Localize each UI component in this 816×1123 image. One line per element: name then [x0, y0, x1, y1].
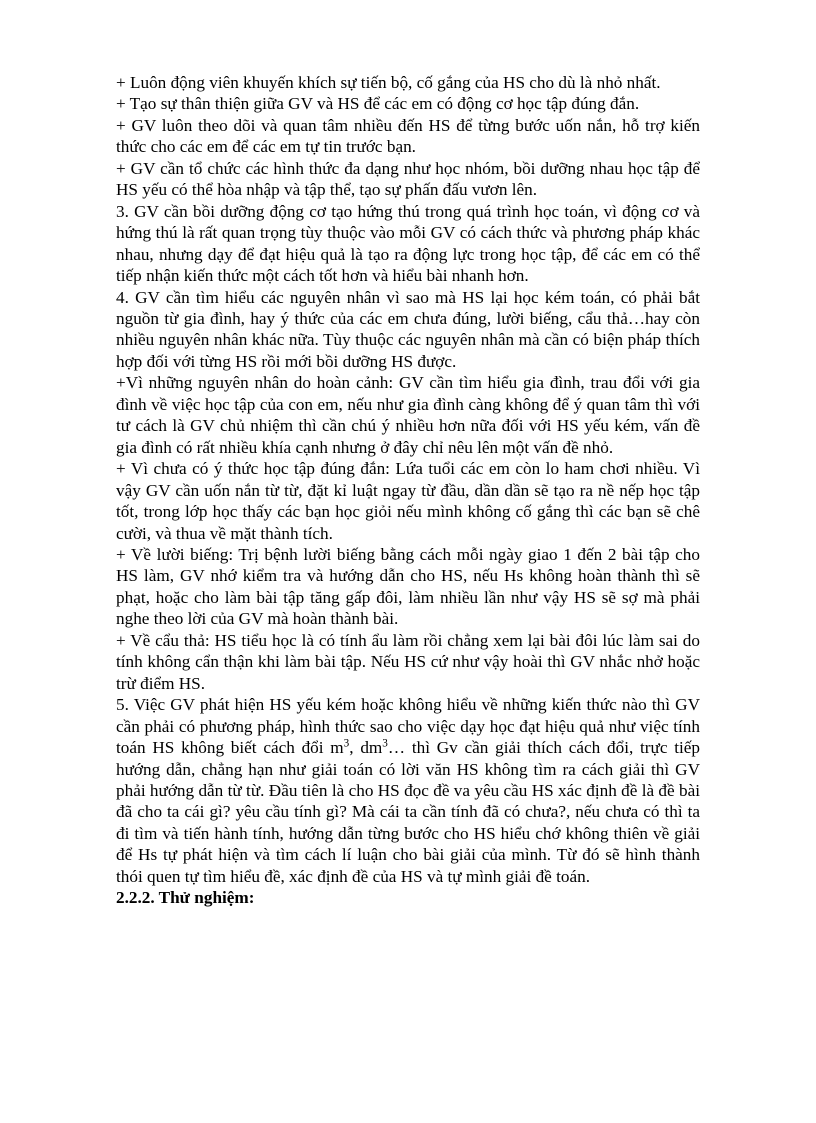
section-heading: 2.2.2. Thử nghiệm: [116, 888, 255, 908]
paragraph-friendly: + Tạo sự thân thiện giữa GV và HS để các em có động cơ học tập đúng đắn. [116, 94, 640, 114]
paragraph-point-3: 3. GV cần bồi dưỡng động cơ tạo hứng thú trong quá trình học toán, vì động cơ và hứng thú là rất quan trọng tùy thuộc vào mỗi GV có cách thức và phương pháp khác nhau, nhưng dạy để đạt hiệu quả là tạo ra động lực trong học tập, để các em có thể tiếp nhận kiến thức một cách tốt hơn và hiểu bài nhanh hơn. [116, 201, 700, 286]
superscript-3: 3 [343, 737, 350, 750]
paragraph-point-5 [116, 694, 700, 887]
paragraph-awareness: + Vì chưa có ý thức học tập đúng đắn: Lứa tuổi các em còn lo ham chơi nhiều. Vì vậy GV cần uốn nắn từ từ, đặt kỉ luật ngay từ đầu, dần dần sẽ tạo ra nề nếp học tập tốt, trong lớp học thấy các bạn học giỏi nếu mình không cố gắng thì các bạn sẽ chê cười, và thua về mặt thành tích. [116, 459, 700, 543]
point-5-text-middle: , dm [349, 738, 383, 758]
point-5-text-after: … thì Gv cần giải thích cách đổi, trực tiếp hướng dẫn, chẳng hạn như giải toán có lời văn HS không tìm ra cách giải thì GV phải hướng dẫn từ từ. Đầu tiên là cho HS đọc đề va yêu cầu HS xác định đề là đề bài đã cho ta cái gì? yêu cầu tính gì? Mà cái ta cần tính đã có chưa?, nếu chưa có thì ta đi tìm và tiến hành tính, hướng dẫn từng bước cho HS hiểu chớ không thiên về giải để Hs tự phát hiện và tìm cách lí luận cho bài giải của mình. Từ đó sẽ hình thành thói quen tự tìm hiểu đề, xác định đề của HS và tự mình giải đề toán. [116, 738, 700, 886]
paragraph-circumstances: +Vì những nguyên nhân do hoàn cảnh: GV cần tìm hiểu gia đình, trau đổi với gia đình về việc học tập của con em, nếu như gia đình càng không để ý quan tâm thì với tư cách là GV chủ nhiệm thì cần chú ý nhiều hơn nữa đối với HS yếu kém, vấn đề gia đình có rất nhiều khía cạnh nhưng ở đây chỉ nêu lên một vấn đề nhỏ. [116, 373, 700, 457]
superscript-3-dm: 3 [382, 737, 388, 750]
document-page [116, 72, 700, 909]
paragraph-group-study: + GV cần tổ chức các hình thức đa dạng như học nhóm, bồi dưỡng nhau học tập để HS yếu có thể hòa nhập và tập thể, tạo sự phấn đấu vươn lên. [116, 158, 700, 200]
paragraph-monitor: + GV luôn theo dõi và quan tâm nhiều đến HS để từng bước uốn nắn, hỗ trợ kiến thức cho các em để các em tự tin trước bạn. [116, 115, 700, 157]
paragraph-encourage: + Luôn động viên khuyến khích sự tiến bộ, cố gắng của HS cho dù là nhỏ nhất. [116, 73, 661, 92]
point-5-text-before: 5. Việc GV phát hiện HS yếu kém hoặc không hiểu về những kiến thức nào thì GV cần phải có phương pháp, hình thức sao cho việc dạy học đạt hiệu quả như việc tính toán HS không biết cách đổi m [116, 695, 700, 758]
paragraph-laziness: + Về lười biếng: Trị bệnh lười biếng bằng cách mỗi ngày giao 1 đến 2 bài tập cho HS làm, GV nhớ kiểm tra và hướng dẫn cho HS, nếu Hs không hoàn thành thì sẽ phạt, hoặc cho làm bài tập tăng gấp đôi, làm nhiều lần như vậy HS sẽ sợ mà phải nghe theo lời của GV mà hoàn thành bài. [116, 544, 700, 629]
paragraph-point-4: 4. GV cần tìm hiểu các nguyên nhân vì sao mà HS lại học kém toán, có phải bắt nguồn từ gia đình, hay ý thức của các em chưa đúng, lười biếng, cẩu thả…hay còn nhiều nguyên nhân khác nữa. Tùy thuộc các nguyên nhân mà cần có biện pháp thích hợp đối với từng HS rồi mới bồi dưỡng HS được. [116, 287, 700, 371]
paragraph-carelessness: + Về cẩu thả: HS tiểu học là có tính ẩu làm rồi chẳng xem lại bài đôi lúc làm sai do tính không cẩn thận khi làm bài tập. Nếu HS cứ như vậy hoài thì GV nhắc nhở hoặc trừ điểm HS. [116, 630, 700, 693]
